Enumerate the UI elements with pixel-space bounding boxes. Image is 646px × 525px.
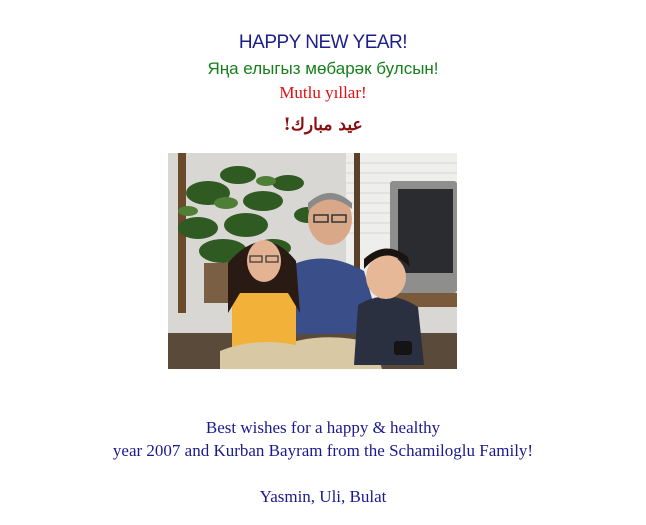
- greeting-english: HAPPY NEW YEAR!: [238, 32, 408, 53]
- family-photo: [168, 153, 457, 369]
- greeting-arabic: عيد مبارك!: [283, 115, 363, 135]
- greeting-turkish: Mutlu yıllar!: [279, 83, 367, 102]
- wish-line-1: Best wishes for a happy & healthy: [205, 418, 441, 437]
- signature: Yasmin, Uli, Bulat: [259, 487, 387, 506]
- wish-line-2: year 2007 and Kurban Bayram from the Schamiloglu Family!: [112, 441, 534, 460]
- greeting-tatar: Яңа елыгыз мөбарәк булсын!: [207, 59, 439, 78]
